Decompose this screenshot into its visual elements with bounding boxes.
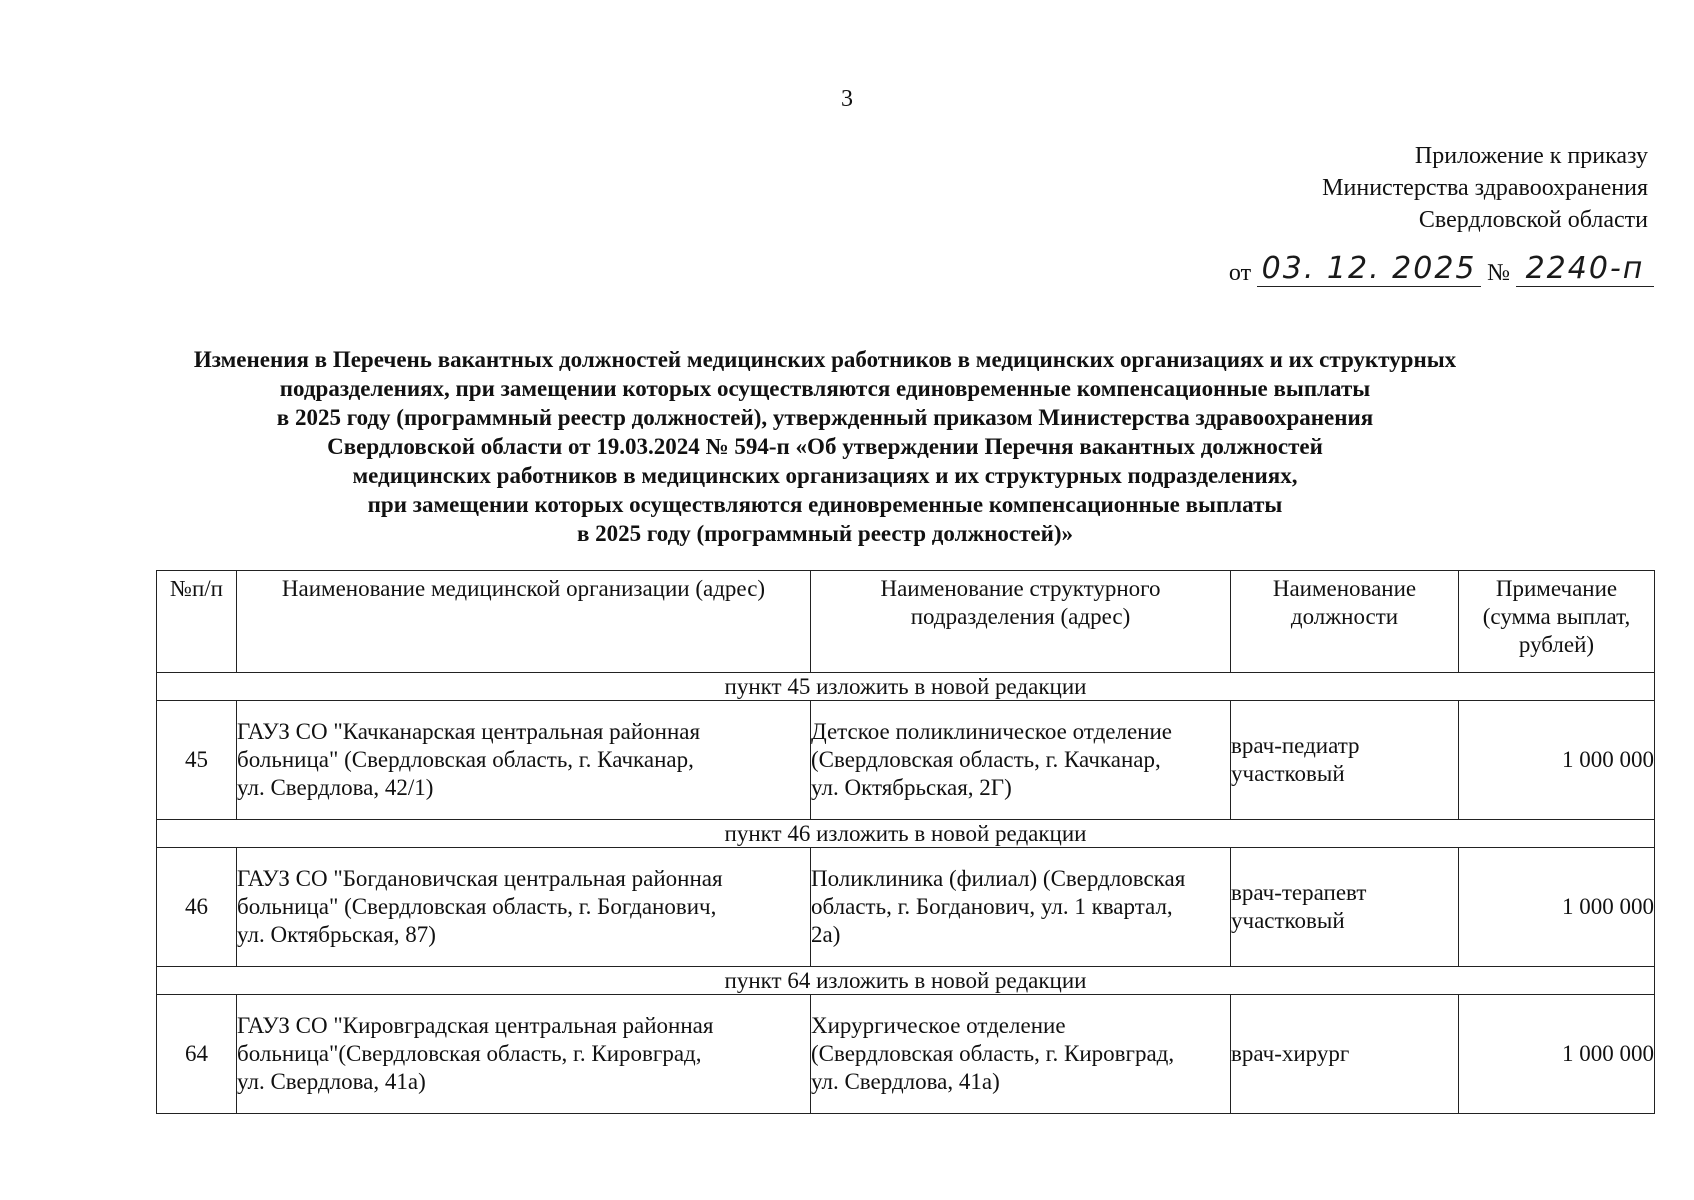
header-note: Примечание (сумма выплат, рублей) <box>1459 571 1655 673</box>
page-number: 3 <box>841 86 853 112</box>
position-cell: врач-педиатр участковый <box>1231 701 1459 820</box>
order-number-handwritten: 2240-п <box>1516 252 1654 287</box>
row-number: 46 <box>157 848 237 967</box>
title-line: в 2025 году (программный реестр должностей), утвержденный приказом Министерства здравоохранения <box>276 405 1374 430</box>
table-row <box>157 995 1655 1114</box>
title-line: Свердловской области от 19.03.2024 № 594-п «Об утверждении Перечня вакантных должностей <box>327 434 1323 459</box>
organization-cell: ГАУЗ СО "Качканарская центральная районная больница" (Свердловская область, г. Качканар, ул. Свердлова, 42/1) <box>237 701 811 820</box>
table-header-row <box>157 571 1655 673</box>
department-cell: Детское поликлиническое отделение (Свердловская область, г. Качканар, ул. Октябрьская, 2Г) <box>811 701 1231 820</box>
section-heading: пункт 45 изложить в новой редакции <box>157 673 1655 701</box>
position-cell: врач-терапевт участковый <box>1231 848 1459 967</box>
organization-cell: ГАУЗ СО "Кировградская центральная районная больница"(Свердловская область, г. Кировград, ул. Свердлова, 41а) <box>237 995 811 1114</box>
row-number: 45 <box>157 701 237 820</box>
order-reference <box>1229 252 1654 287</box>
appendix-line: Приложение к приказу <box>1414 143 1648 169</box>
section-heading: пункт 46 изложить в новой редакции <box>157 820 1655 848</box>
department-cell: Хирургическое отделение (Свердловская область, г. Кировград, ул. Свердлова, 41а) <box>811 995 1231 1114</box>
table-row <box>157 701 1655 820</box>
appendix-line: Свердловской области <box>1418 207 1648 233</box>
header-organization: Наименование медицинской организации (адрес) <box>237 571 811 673</box>
amount-cell: 1 000 000 <box>1459 848 1655 967</box>
title-line: в 2025 году (программный реестр должностей)» <box>576 521 1074 546</box>
table-row <box>157 848 1655 967</box>
order-number-label: № <box>1487 260 1510 286</box>
title-line: медицинских работников в медицинских организациях и их структурных подразделениях, <box>352 463 1298 488</box>
section-heading: пункт 64 изложить в новой редакции <box>157 967 1655 995</box>
organization-cell: ГАУЗ СО "Богдановичская центральная районная больница" (Свердловская область, г. Богданович, ул. Октябрьская, 87) <box>237 848 811 967</box>
appendix-block <box>1322 140 1648 236</box>
department-cell: Поликлиника (филиал) (Свердловская область, г. Богданович, ул. 1 квартал, 2а) <box>811 848 1231 967</box>
amount-cell: 1 000 000 <box>1459 701 1655 820</box>
header-department: Наименование структурного подразделения (адрес) <box>811 571 1231 673</box>
vacancies-table <box>156 570 1655 1114</box>
header-number: №п/п <box>157 571 237 673</box>
header-position: Наименование должности <box>1231 571 1459 673</box>
amount-cell: 1 000 000 <box>1459 995 1655 1114</box>
order-date-handwritten: 03. 12. 2025 <box>1257 252 1481 287</box>
section-row <box>157 967 1655 995</box>
title-line: подразделениях, при замещении которых осуществляются единовременные компенсационные выплаты <box>279 376 1371 401</box>
title-line: при замещении которых осуществляются единовременные компенсационные выплаты <box>367 492 1283 517</box>
row-number: 64 <box>157 995 237 1114</box>
position-cell: врач-хирург <box>1231 995 1459 1114</box>
order-from-label: от <box>1228 260 1252 286</box>
section-row <box>157 673 1655 701</box>
appendix-line: Министерства здравоохранения <box>1322 175 1648 201</box>
section-row <box>157 820 1655 848</box>
document-title <box>150 345 1500 548</box>
title-line: Изменения в Перечень вакантных должностей медицинских работников в медицинских организациях и их структурных <box>193 347 1457 372</box>
